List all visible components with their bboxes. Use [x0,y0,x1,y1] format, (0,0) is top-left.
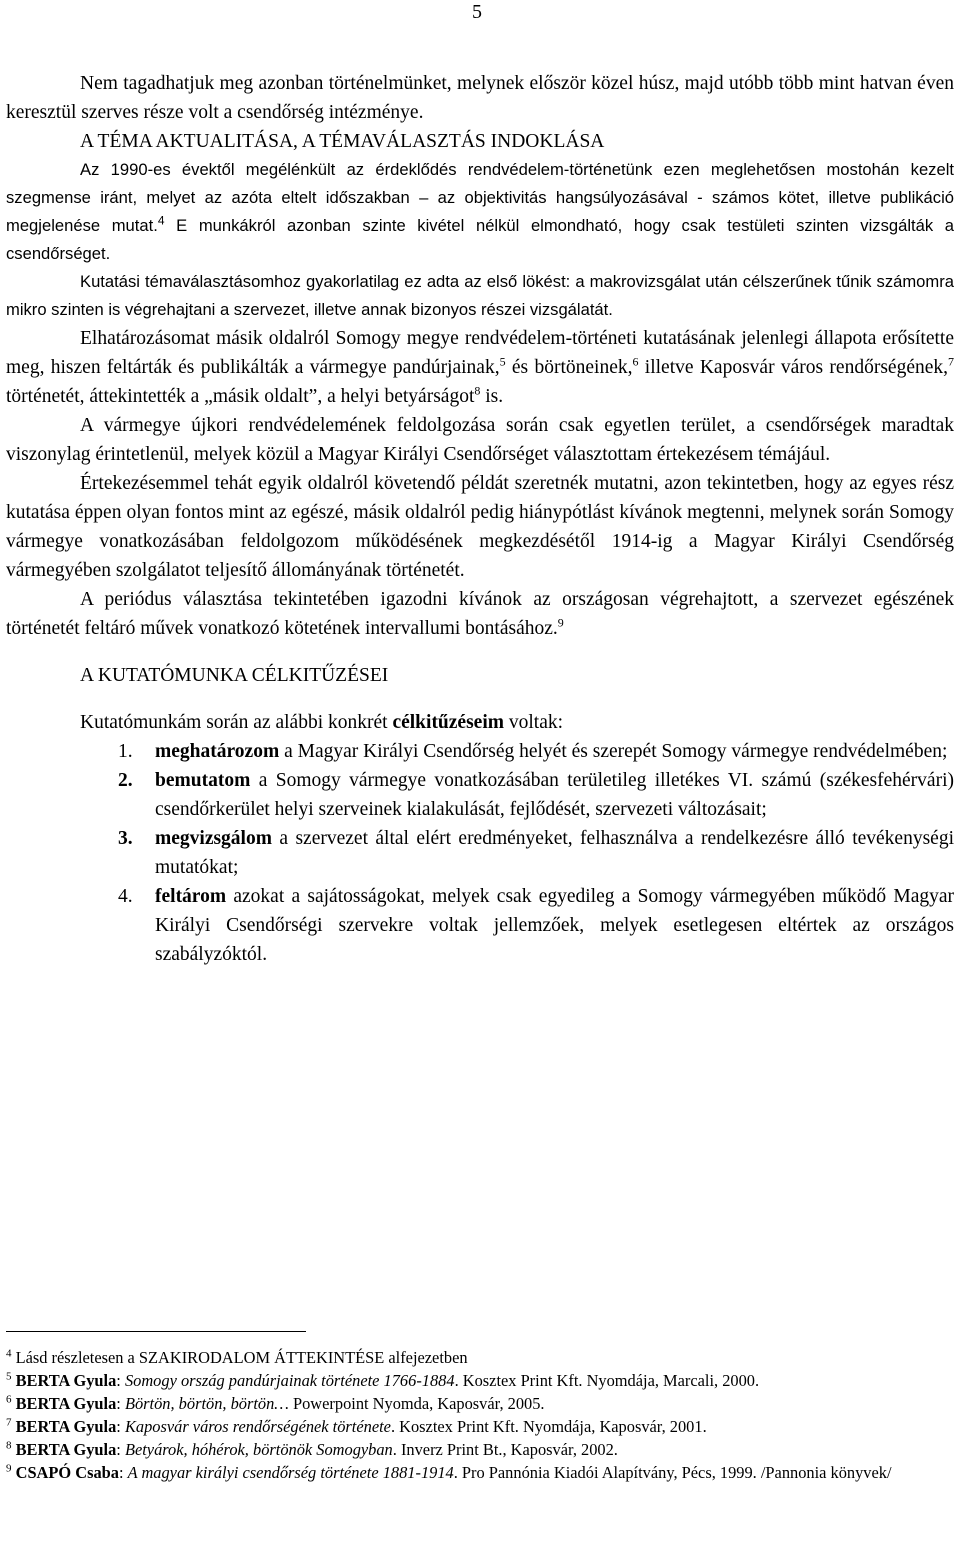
footnote-author: BERTA Gyula [15,1371,117,1390]
footnote-separator [6,1331,306,1332]
footnote-ref[interactable]: 7 [948,354,954,369]
footnote-author: BERTA Gyula [15,1440,117,1459]
paragraph-text: történetét, áttekintették a „másik oldalt”, a helyi betyárságot [6,386,475,407]
footnote-title: Somogy ország pandúrjainak története 1766-1884 [124,1371,455,1390]
list-verb: feltárom [155,886,227,907]
list-item [6,766,954,824]
paragraph-text: Az 1990-es évektől megélénkült az érdeklődés rendvédelem-történetünk ezen meglehetősen mostohán kezelt szegmense iránt, melyet az azóta eltelt időszakban – az objektivitás hangsúlyozásával - számos kötet, illetve publikáció megjelenése mutat. [6,160,954,235]
section-heading-goals: A KUTATÓMUNKA CÉLKITŰZÉSEI [80,665,389,686]
footnotes [6,1346,954,1484]
paragraph-text: illetve Kaposvár város rendőrségének, [638,357,948,378]
list-item [6,737,954,766]
footnote-title: Börtön, börtön, börtön… [124,1394,289,1413]
paragraph-text: és börtöneinek, [505,357,633,378]
paragraph-choice: Kutatási témaválasztásomhoz gyakorlatilag ez adta az első lökést: a makrovizsgálat után célszerűnek tűnik számomra mikro szinten is végrehajtani a szervezet, illetve annak bizonyos részei vizsgálatát. [6,272,954,319]
list-verb: meghatározom [155,741,280,762]
paragraph-interest [6,156,954,268]
paragraph-county: A vármegye újkori rendvédelemének feldolgozása során csak egyetlen terület, a csendőrségek maradtak viszonylag érintetlenül, melyek közül a Magyar Királyi Csendőrséget választottam értekezésem témájául. [6,415,954,465]
list-number: 2. [118,770,133,791]
goals-intro: Kutatómunkám során az alábbi konkrét célkitűzéseim voltak: [80,712,564,733]
list-verb: bemutatom [155,770,251,791]
footnote-ref[interactable]: 6 [632,354,639,369]
footnote-title: A magyar királyi csendőrség története 1881-1914 [127,1463,454,1482]
goals-list [6,737,954,969]
footnote-6: $^6$ BERTA Gyula: Börtön, börtön, börtön… Powerpoint Nyomda, Kaposvár, 2005. [6,1393,545,1413]
paragraph-period [6,585,954,643]
list-item [6,882,954,969]
list-number: 1. [118,741,133,762]
footnote-author: BERTA Gyula [15,1394,117,1413]
footnote-ref[interactable]: 9 [557,615,564,630]
footnote-title: Betyárok, hóhérok, börtönök Somogyban [124,1440,393,1459]
list-verb: megvizsgálom [155,828,272,849]
list-item [6,824,954,882]
paragraph-text: Elhatározásomat másik oldalról Somogy megye rendvédelem-történeti kutatásának jelenlegi állapota erősítette meg, hiszen feltárták és publikálták a vármegye pandúrjainak, [6,328,954,378]
paragraph-dissertation: Értekezésemmel tehát egyik oldalról követendő példát szeretnék mutatni, azon tekintetben, hogy az egyes rész kutatása éppen olyan fontos mint az egészé, másik oldalról pedig hiánypótlást kívánok megtenni, melynek során Somogy vármegye vonatkozásában feldolgozom működésének megkezdésétől 1914-ig a Magyar Királyi Csendőrség vármegyében szolgálatot teljesítő állományának történetét. [6,473,954,581]
footnote-9: $^9$ CSAPÓ Csaba: A magyar királyi csendőrség története 1881-1914. Pro Pannónia Kiadói Alapítvány, Pécs, 1999. /Pannonia könyvek/ [6,1462,892,1482]
body-text [6,69,954,969]
footnote-5: $^5$ BERTA Gyula: Somogy ország pandúrjainak története 1766-1884. Kosztex Print Kft. Nyomdája, Marcali, 2000. [6,1370,760,1390]
paragraph-text: is. [480,386,504,407]
paragraph-text: A periódus választása tekintetében igazodni kívánok az országosan végrehajtott, a szervezet egészének történetét feltáró művek vonatkozó kötetének intervallumi bontásához. [6,589,954,639]
footnote-7: $^7$ BERTA Gyula: Kaposvár város rendőrségének története. Kosztex Print Kft. Nyomdája, Kaposvár, 2001. [6,1416,707,1436]
list-number: 3. [118,828,133,849]
page-number: 5 [472,1,482,23]
footnote-4: $^4$ Lásd részletesen a SZAKIRODALOM ÁTTEKINTÉSE alfejezetben [6,1347,468,1367]
paragraph-intro: Nem tagadhatjuk meg azonban történelmünket, melynek először közel húsz, majd utóbb több mint hatvan éven keresztül szerves része volt a csendőrség intézménye. [6,73,954,123]
footnote-author: CSAPÓ Csaba [15,1463,119,1482]
list-text: a Somogy vármegye vonatkozásában területileg illetékes VI. számú (székesfehérvári) csendőrkerület helyi szerveinek kialakulását, fejlődését, szervezeti változásait; [155,770,954,820]
list-text: azokat a sajátosságokat, melyek csak egyedileg a Somogy vármegyében működő Magyar Királyi Csendőrségi szervekre voltak jellemzőek, melyek esetlegesen eltértek az országos szabályzóktól. [155,886,954,965]
paragraph-text: E munkákról azonban szinte kivétel nélkül elmondható, hogy csak testületi szinten vizsgálták a csendőrséget. [6,216,954,263]
paragraph-somogy [6,324,954,411]
list-text: a Magyar Királyi Csendőrség helyét és szerepét Somogy vármegye rendvédelmében; [279,741,948,762]
list-number: 4. [118,886,133,907]
footnote-8: $^8$ BERTA Gyula: Betyárok, hóhérok, börtönök Somogyban. Inverz Print Bt., Kaposvár, 2002. [6,1439,618,1459]
footnote-ref[interactable]: 8 [474,383,481,398]
footnote-author: BERTA Gyula [15,1417,117,1436]
list-text: a szervezet által elért eredményeket, felhasználva a rendelkezésre álló tevékenységi mutatókat; [155,828,954,878]
footnote-title: Kaposvár város rendőrségének története [124,1417,391,1436]
footnote-ref[interactable]: 4 [157,213,165,228]
goals-keyword: célkitűzéseim [392,712,504,733]
section-heading-topic: A TÉMA AKTUALITÁSA, A TÉMAVÁLASZTÁS INDOKLÁSA [80,131,605,152]
footnote-ref[interactable]: 5 [499,354,506,369]
